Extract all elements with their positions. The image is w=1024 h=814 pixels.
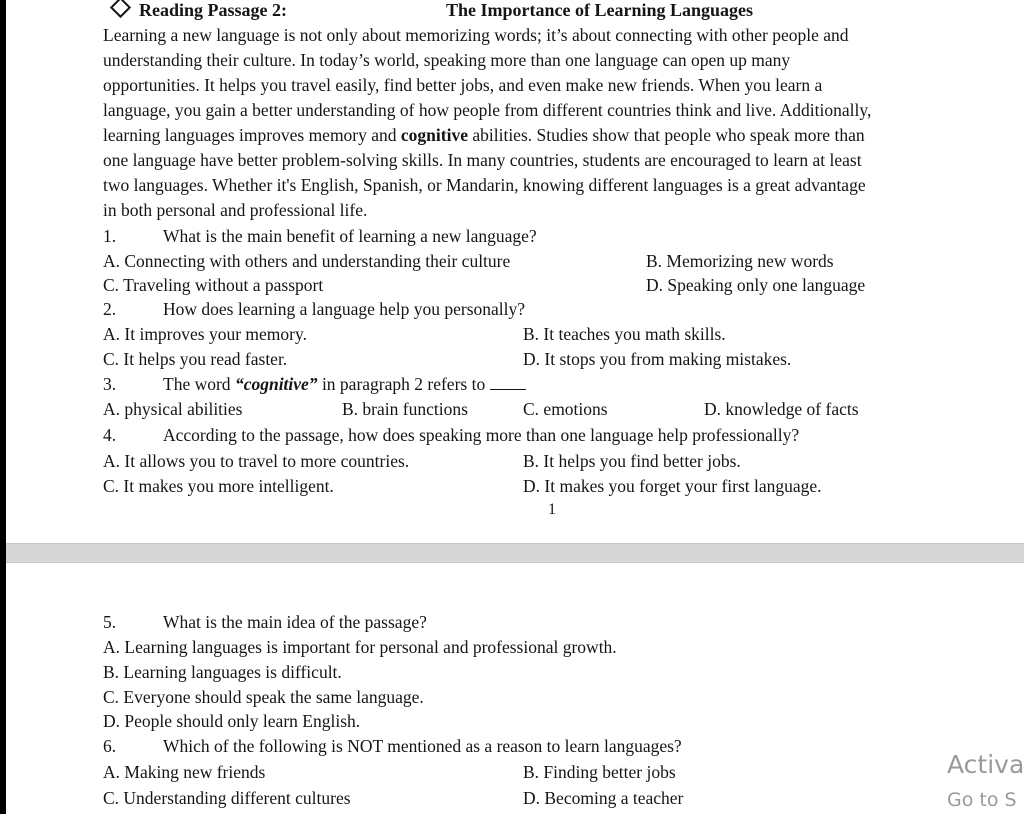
passage-line-5-end: abilities. Studies show that people who speak more than [467, 125, 865, 145]
question-3-number: 3. [103, 374, 117, 394]
passage-title-text: The Importance of Learning Languages [446, 0, 754, 20]
q2-option-a: A. It improves your memory. [103, 324, 307, 344]
diamond-bullet-icon [110, 0, 131, 18]
question-1-number: 1. [103, 226, 117, 246]
passage-line-6: one language have better problem-solving skills. In many countries, students are encouraged to learn at least [103, 150, 862, 170]
q4-option-d: D. It makes you forget your first language. [523, 476, 822, 496]
question-1-text: What is the main benefit of learning a new language? [163, 226, 537, 246]
q2-option-c: C. It helps you read faster. [103, 349, 288, 369]
q6-option-b: B. Finding better jobs [523, 762, 676, 782]
passage-bold-word: cognitive [400, 125, 468, 145]
question-6-number: 6. [103, 736, 117, 756]
document-page-2 [6, 563, 1024, 814]
activation-watermark-title: Activa [947, 750, 1024, 779]
passage-line-2: understanding their culture. In today’s world, speaking more than one language can open up many [103, 50, 791, 70]
question-1 [103, 225, 537, 247]
q3-option-a: A. physical abilities [103, 399, 243, 419]
passage-line-5 [103, 124, 865, 146]
q6-option-d: D. Becoming a teacher [523, 788, 684, 808]
question-3 [103, 373, 526, 395]
question-2-number: 2. [103, 299, 117, 319]
q4-option-b: B. It helps you find better jobs. [523, 451, 741, 471]
q3-option-d: D. knowledge of facts [704, 399, 859, 419]
q1-option-c: C. Traveling without a passport [103, 275, 324, 295]
q2-option-d: D. It stops you from making mistakes. [523, 349, 792, 369]
question-6-text: Which of the following is NOT mentioned as a reason to learn languages? [163, 736, 682, 756]
question-5 [103, 611, 427, 633]
question-5-text: What is the main idea of the passage? [163, 612, 427, 632]
document-page-1 [6, 0, 1024, 543]
question-2 [103, 298, 525, 320]
question-6 [103, 735, 682, 757]
question-3-word: “cognitive” [234, 374, 318, 394]
passage-line-1: Learning a new language is not only about memorizing words; it’s about connecting with other people and [103, 25, 849, 45]
q5-option-b: B. Learning languages is difficult. [103, 662, 342, 682]
question-2-text: How does learning a language help you personally? [163, 299, 526, 319]
answer-blank [490, 374, 526, 390]
page-number: 1 [548, 501, 556, 518]
q5-option-a: A. Learning languages is important for personal and professional growth. [103, 637, 617, 657]
q5-option-d: D. People should only learn English. [103, 711, 361, 731]
question-4 [103, 424, 799, 446]
question-4-number: 4. [103, 425, 117, 445]
passage-line-7: two languages. Whether it's English, Spanish, or Mandarin, knowing different languages is a great advantage [103, 175, 866, 195]
q1-option-b: B. Memorizing new words [646, 251, 834, 271]
page-gap-top-rule [6, 543, 1024, 544]
question-3-text-before: The word [163, 374, 235, 394]
q1-option-d: D. Speaking only one language [646, 275, 866, 295]
activation-watermark-link[interactable]: Go to S [947, 789, 1017, 811]
q3-option-b: B. brain functions [342, 399, 468, 419]
passage-line-5-start: learning languages improves memory and [103, 125, 401, 145]
passage-title [103, 0, 754, 21]
question-5-number: 5. [103, 612, 117, 632]
page-gap [6, 543, 1024, 563]
passage-title-label: Reading Passage 2: [139, 0, 287, 20]
passage-line-4: language, you gain a better understanding of how people from different countries think and live. Additionally, [103, 100, 872, 120]
question-4-text: According to the passage, how does speaking more than one language help professionally? [163, 425, 800, 445]
q3-option-c: C. emotions [523, 399, 608, 419]
passage-line-3: opportunities. It helps you travel easily, find better jobs, and even make new friends. When you learn a [103, 75, 823, 95]
passage-line-8: in both personal and professional life. [103, 200, 368, 220]
q4-option-c: C. It makes you more intelligent. [103, 476, 334, 496]
q4-option-a: A. It allows you to travel to more countries. [103, 451, 410, 471]
q2-option-b: B. It teaches you math skills. [523, 324, 726, 344]
question-3-text-after: in paragraph 2 refers to [317, 374, 486, 394]
q1-option-a: A. Connecting with others and understanding their culture [103, 251, 511, 271]
q6-option-c: C. Understanding different cultures [103, 788, 351, 808]
q5-option-c: C. Everyone should speak the same language. [103, 687, 424, 707]
q6-option-a: A. Making new friends [103, 762, 266, 782]
